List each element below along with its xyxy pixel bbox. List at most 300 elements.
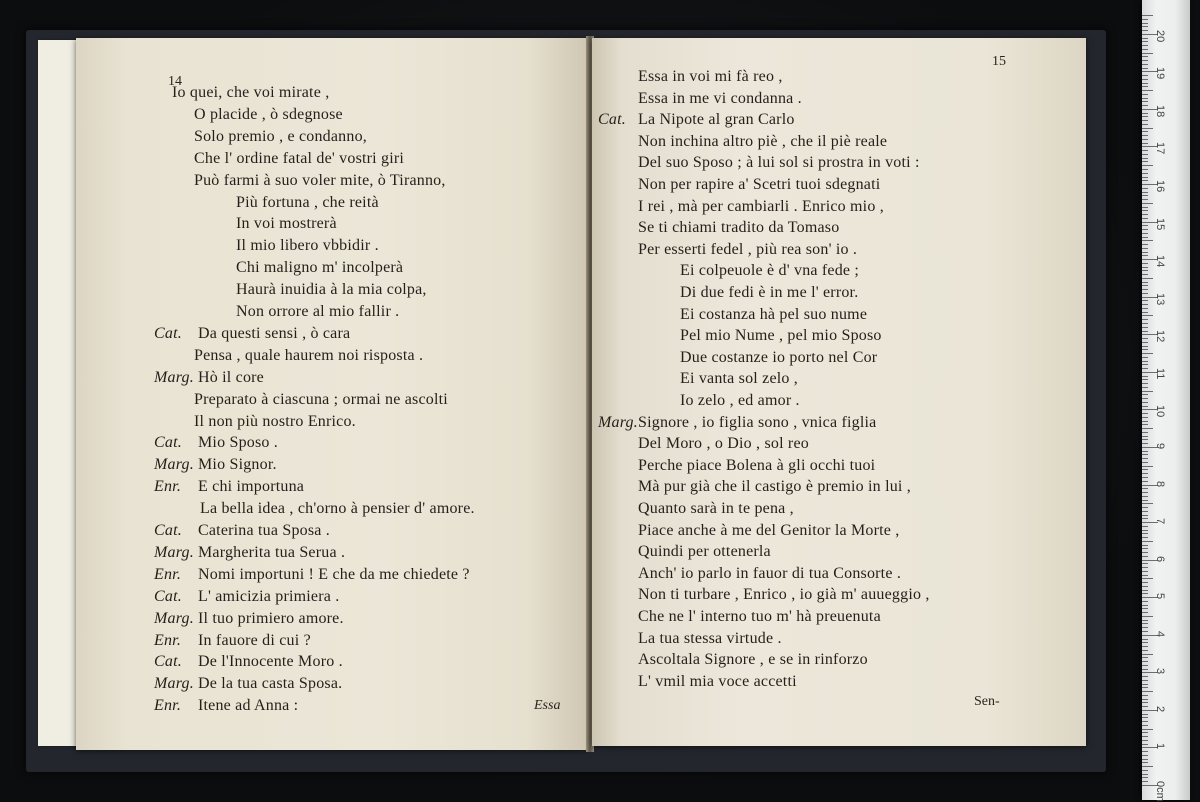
- ruler-tick: [1142, 578, 1153, 579]
- ruler-tick: [1142, 267, 1148, 268]
- ruler-tick: [1142, 706, 1148, 707]
- ruler-tick: [1142, 86, 1148, 87]
- verse-line: [680, 349, 877, 367]
- ruler-tick: [1142, 331, 1148, 332]
- ruler-tick: [1142, 511, 1148, 512]
- ruler-tick: [1142, 770, 1148, 771]
- verse-line: [236, 259, 403, 277]
- ruler-tick: [1142, 357, 1148, 358]
- verse-line: [154, 632, 311, 650]
- ruler-tick: [1142, 616, 1153, 617]
- verse-text: Di due fedi è in me l' error.: [680, 284, 859, 301]
- speaker-label: Enr.: [154, 631, 182, 649]
- ruler-tick: [1142, 376, 1148, 377]
- ruler-tick: [1142, 533, 1148, 534]
- verse-text: Io quei, che voi mirate ,: [172, 84, 330, 101]
- ruler-tick: [1142, 500, 1148, 501]
- verse-text: Quindi per ottenerla: [638, 543, 771, 561]
- ruler-tick: [1142, 473, 1148, 474]
- ruler-tick: [1142, 342, 1148, 343]
- ruler-tick: [1142, 94, 1148, 95]
- verse-text: Perche piace Bolena à gli occhi tuoi: [638, 456, 876, 474]
- ruler-tick: [1142, 717, 1148, 718]
- ruler-label: 12: [1154, 330, 1166, 343]
- ruler-tick: [1142, 714, 1148, 715]
- verse-line: [194, 347, 423, 365]
- ruler-label: 5: [1154, 593, 1166, 600]
- ruler-tick: [1142, 105, 1148, 106]
- ruler-tick: [1142, 740, 1148, 741]
- verse-line: [638, 565, 901, 583]
- ruler-tick: [1142, 368, 1148, 369]
- verse-text: Caterina tua Sposa .: [198, 522, 330, 539]
- verse-text: Non per rapire a' Scetri tuoi sdegnati: [638, 176, 881, 193]
- ruler-tick: [1142, 278, 1153, 279]
- ruler-tick: [1142, 421, 1148, 422]
- verse-line: [680, 370, 798, 388]
- speaker-label: Marg.: [154, 543, 194, 561]
- verse-line: [680, 262, 859, 280]
- verse-text: Margherita tua Serua .: [198, 543, 346, 561]
- ruler-tick: [1142, 398, 1148, 399]
- page-number-right: 15: [992, 54, 1006, 69]
- speaker-label: Cat.: [154, 587, 182, 605]
- ruler-tick: [1142, 428, 1153, 429]
- verse-text: Mio Sposo .: [198, 434, 278, 452]
- verse-line: [638, 522, 899, 540]
- speaker-label: Cat.: [598, 111, 626, 129]
- verse-text: Del suo Sposo ; à lui sol si prostra in voti :: [638, 154, 920, 172]
- verse-text: Non inchina altro piè , che il piè reale: [638, 132, 888, 150]
- verse-line: [154, 675, 342, 693]
- ruler-tick: [1142, 439, 1148, 440]
- ruler-tick: [1142, 64, 1148, 65]
- verse-line: [598, 414, 876, 432]
- ruler-tick: [1142, 124, 1148, 125]
- verse-text: Del Moro , o Dio , sol reo: [638, 435, 809, 453]
- ruler-tick: [1142, 30, 1148, 31]
- ruler-tick: [1142, 601, 1148, 602]
- speaker-label: Enr.: [154, 565, 182, 583]
- ruler-tick: [1142, 736, 1148, 737]
- ruler-label: 0cm: [1154, 781, 1166, 802]
- verse-line: [638, 586, 930, 604]
- verse-text: Signore , io figlia sono , vnica figlia: [638, 413, 877, 431]
- verse-line: [154, 544, 345, 562]
- ruler-tick: [1142, 650, 1148, 651]
- ruler-tick: [1142, 575, 1148, 576]
- ruler-label: 2: [1154, 705, 1166, 712]
- verse-text: Se ti chiami tradito da Tomaso: [638, 219, 840, 237]
- verse-text: In fauore di cui ?: [198, 631, 311, 649]
- ruler-tick: [1142, 695, 1148, 696]
- verse-line: [154, 478, 304, 496]
- ruler-tick: [1142, 458, 1148, 459]
- verse-line: [154, 697, 298, 715]
- verse-line: [236, 194, 379, 212]
- ruler-tick: [1142, 68, 1148, 69]
- ruler-tick: [1142, 210, 1148, 211]
- ruler-tick: [1142, 225, 1148, 226]
- verse-text: Piace anche à me del Genitor la Morte ,: [638, 521, 900, 539]
- ruler-tick: [1142, 432, 1148, 433]
- ruler-tick: [1142, 308, 1148, 309]
- verse-text: Essa in me vi condanna .: [638, 89, 802, 107]
- ruler-tick: [1142, 526, 1148, 527]
- verse-line: [200, 500, 475, 518]
- ruler-tick: [1142, 56, 1148, 57]
- ruler-tick: [1142, 169, 1148, 170]
- ruler-tick: [1142, 214, 1148, 215]
- verse-text: O placide , ò sdegnose: [194, 105, 343, 123]
- verse-text: Da questi sensi , ò cara: [198, 324, 351, 342]
- ruler-tick: [1142, 676, 1148, 677]
- ruler-tick: [1142, 762, 1148, 763]
- ruler-tick: [1142, 605, 1148, 606]
- ruler-tick: [1142, 451, 1148, 452]
- verse-text: Anch' io parlo in fauor di tua Consorte .: [638, 564, 902, 582]
- ruler-tick: [1142, 23, 1148, 24]
- ruler-tick: [1142, 687, 1148, 688]
- verse-line: [194, 172, 446, 190]
- ruler-label: 19: [1154, 67, 1166, 80]
- ruler-tick: [1142, 530, 1148, 531]
- ruler-tick: [1142, 751, 1148, 752]
- verse-text: Ei colpeuole è d' vna fede ;: [680, 262, 860, 280]
- ruler-tick: [1142, 593, 1148, 594]
- verse-line: [638, 154, 920, 172]
- ruler-tick: [1142, 180, 1148, 181]
- ruler-tick: [1142, 552, 1148, 553]
- verse-line: [154, 588, 339, 606]
- ruler-tick: [1142, 361, 1148, 362]
- ruler-tick: [1142, 45, 1148, 46]
- ruler-tick: [1142, 240, 1153, 241]
- ruler-tick: [1142, 766, 1153, 767]
- ruler-tick: [1142, 481, 1148, 482]
- verse-line: [638, 435, 809, 453]
- ruler-tick: [1142, 394, 1148, 395]
- verse-text: Pensa , quale haurem noi risposta .: [194, 346, 424, 364]
- verse-line: [236, 303, 399, 321]
- ruler-tick: [1142, 721, 1148, 722]
- verse-text: Preparato à ciascuna ; ormai ne ascolti: [194, 390, 448, 408]
- ruler-tick: [1142, 161, 1148, 162]
- ruler-tick: [1142, 293, 1148, 294]
- verse-text: Il non più nostro Enrico.: [194, 412, 356, 430]
- verse-text: Che ne l' interno tuo m' hà preuenuta: [638, 608, 881, 625]
- verse-text: L' vmil mia voce accetti: [638, 672, 797, 690]
- verse-text: Itene ad Anna :: [198, 697, 299, 715]
- ruler-tick: [1142, 541, 1153, 542]
- verse-text: Ei vanta sol zelo ,: [680, 370, 798, 388]
- verse-line: [172, 84, 329, 102]
- ruler-tick: [1142, 116, 1148, 117]
- verse-line: [598, 111, 795, 129]
- verse-line: [154, 369, 264, 387]
- ruler-tick: [1142, 406, 1148, 407]
- verse-line: [638, 608, 881, 626]
- ruler-tick: [1142, 101, 1148, 102]
- verse-line: [638, 241, 857, 259]
- ruler-tick: [1142, 631, 1148, 632]
- verse-line: [154, 522, 330, 540]
- verse-line: [638, 630, 782, 648]
- ruler-tick: [1142, 252, 1148, 253]
- ruler-tick: [1142, 154, 1148, 155]
- ruler-tick: [1142, 755, 1148, 756]
- verse-line: [236, 237, 379, 255]
- ruler-tick: [1142, 282, 1148, 283]
- verse-line: [194, 391, 448, 409]
- speaker-label: Cat.: [154, 653, 182, 671]
- ruler-label: 14: [1154, 255, 1166, 268]
- ruler-label: 20: [1154, 29, 1166, 43]
- ruler-tick: [1142, 586, 1148, 587]
- verse-text: Due costanze io porto nel Cor: [680, 348, 878, 366]
- ruler-tick: [1142, 203, 1153, 204]
- ruler-tick: [1142, 642, 1148, 643]
- speaker-label: Marg.: [154, 675, 194, 693]
- verse-text: Non ti turbare , Enrico , io già m' auueggio ,: [638, 586, 930, 604]
- ruler-label: 1: [1154, 743, 1166, 750]
- ruler-tick: [1142, 627, 1148, 628]
- ruler-tick: [1142, 192, 1148, 193]
- ruler-tick: [1142, 537, 1148, 538]
- ruler-tick: [1142, 669, 1148, 670]
- ruler-tick: [1142, 327, 1148, 328]
- verse-line: [680, 284, 858, 302]
- speaker-label: Marg.: [598, 413, 638, 431]
- verse-line: [638, 68, 783, 86]
- verse-line: [154, 456, 277, 474]
- verse-text: Ei costanza hà pel suo nume: [680, 305, 868, 323]
- verse-text: Nomi importuni ! E che da me chiedete ?: [198, 565, 470, 583]
- ruler-tick: [1142, 229, 1148, 230]
- ruler-tick: [1142, 139, 1148, 140]
- ruler-tick: [1142, 128, 1153, 129]
- verse-line: [154, 610, 344, 628]
- ruler-tick: [1142, 199, 1148, 200]
- verse-text: Haurà inuidia à la mia colpa,: [236, 281, 427, 299]
- left-page: [76, 38, 588, 750]
- ruler-tick: [1142, 195, 1148, 196]
- measuring-ruler: [1142, 0, 1190, 800]
- ruler-tick: [1142, 646, 1148, 647]
- ruler-tick: [1142, 90, 1153, 91]
- ruler-tick: [1142, 571, 1148, 572]
- verse-text: E chi importuna: [198, 478, 305, 496]
- verse-text: Essa in voi mi fà reo ,: [638, 68, 783, 85]
- ruler-tick: [1142, 702, 1148, 703]
- verse-line: [680, 306, 867, 324]
- verse-text: Può farmi à suo voler mite, ò Tiranno,: [194, 171, 446, 189]
- ruler-tick: [1142, 582, 1148, 583]
- ruler-tick: [1142, 563, 1148, 564]
- ruler-tick: [1142, 567, 1148, 568]
- ruler-tick: [1142, 639, 1148, 640]
- ruler-label: 15: [1154, 217, 1166, 230]
- ruler-tick: [1142, 699, 1148, 700]
- ruler-tick: [1142, 38, 1148, 39]
- ruler-tick: [1142, 135, 1148, 136]
- ruler-tick: [1142, 285, 1148, 286]
- verse-text: La bella idea , ch'orno à pensier d' amore.: [200, 500, 475, 518]
- ruler-tick: [1142, 177, 1148, 178]
- verse-text: Che l' ordine fatal de' vostri giri: [194, 149, 405, 167]
- ruler-tick: [1142, 729, 1153, 730]
- ruler-tick: [1142, 744, 1148, 745]
- ruler-tick: [1142, 387, 1148, 388]
- ruler-tick: [1142, 244, 1148, 245]
- verse-line: [194, 106, 343, 124]
- speaker-label: Marg.: [154, 609, 194, 627]
- ruler-tick: [1142, 391, 1153, 392]
- ruler-tick: [1142, 466, 1153, 467]
- ruler-tick: [1142, 15, 1153, 16]
- speaker-label: Cat.: [154, 324, 182, 342]
- ruler-tick: [1142, 19, 1148, 20]
- catchword-left: Essa: [534, 698, 561, 713]
- verse-line: [638, 457, 875, 475]
- verse-text: Chi maligno m' incolperà: [236, 259, 404, 277]
- ruler-tick: [1142, 379, 1148, 380]
- speaker-label: Enr.: [154, 697, 182, 715]
- catchword-right: Sen-: [974, 694, 1000, 709]
- ruler-tick: [1142, 53, 1153, 54]
- ruler-tick: [1142, 207, 1148, 208]
- ruler-tick: [1142, 98, 1148, 99]
- ruler-tick: [1142, 496, 1148, 497]
- ruler-tick: [1142, 503, 1153, 504]
- ruler-tick: [1142, 608, 1148, 609]
- ruler-tick: [1142, 248, 1148, 249]
- verse-text: Quanto sarà in te pena ,: [638, 500, 794, 517]
- verse-text: Ascoltala Signore , e se in rinforzo: [638, 651, 868, 669]
- ruler-tick: [1142, 548, 1148, 549]
- ruler-tick: [1142, 545, 1148, 546]
- page-number-left: 14: [168, 74, 182, 89]
- ruler-tick: [1142, 383, 1148, 384]
- verse-text: Mio Signor.: [198, 456, 277, 474]
- speaker-label: Cat.: [154, 434, 182, 452]
- speaker-label: Enr.: [154, 478, 182, 496]
- ruler-tick: [1142, 49, 1148, 50]
- ruler-tick: [1142, 488, 1148, 489]
- ruler-tick: [1142, 417, 1148, 418]
- ruler-tick: [1142, 143, 1148, 144]
- ruler-tick: [1142, 515, 1148, 516]
- ruler-label: 18: [1154, 104, 1166, 118]
- ruler-tick: [1142, 274, 1148, 275]
- verse-line: [236, 281, 427, 299]
- ruler-tick: [1142, 173, 1148, 174]
- verse-line: [194, 128, 367, 146]
- verse-line: [638, 543, 771, 561]
- verse-line: [154, 325, 350, 343]
- verse-text: Per esserti fedel , più rea son' io .: [638, 240, 858, 258]
- ruler-tick: [1142, 60, 1148, 61]
- ruler-label: 9: [1154, 442, 1166, 450]
- ruler-tick: [1142, 661, 1148, 662]
- verse-line: [638, 651, 868, 669]
- verse-line: [638, 198, 884, 216]
- ruler-tick: [1142, 165, 1153, 166]
- ruler-tick: [1142, 665, 1148, 666]
- ruler-tick: [1142, 623, 1148, 624]
- verse-line: [194, 413, 356, 431]
- ruler-tick: [1142, 413, 1148, 414]
- ruler-tick: [1142, 158, 1148, 159]
- ruler-label: 7: [1154, 518, 1166, 525]
- ruler-tick: [1142, 492, 1148, 493]
- ruler-tick: [1142, 732, 1148, 733]
- ruler-tick: [1142, 120, 1148, 121]
- verse-line: [680, 392, 800, 410]
- ruler-tick: [1142, 759, 1148, 760]
- verse-line: [638, 133, 887, 151]
- verse-text: De l'Innocente Moro .: [198, 653, 343, 671]
- verse-line: [236, 215, 337, 233]
- ruler-tick: [1142, 454, 1148, 455]
- ruler-tick: [1142, 349, 1148, 350]
- ruler-tick: [1142, 75, 1148, 76]
- ruler-tick: [1142, 270, 1148, 271]
- speaker-label: Cat.: [154, 522, 182, 539]
- verse-text: La tua stessa virtude .: [638, 629, 782, 647]
- ruler-label: 4: [1154, 630, 1166, 637]
- ruler-tick: [1142, 424, 1148, 425]
- ruler-tick: [1142, 41, 1148, 42]
- verse-line: [638, 500, 794, 518]
- verse-text: In voi mostrerà: [236, 215, 337, 233]
- ruler-tick: [1142, 777, 1148, 778]
- ruler-label: 8: [1154, 480, 1166, 487]
- ruler-tick: [1142, 83, 1148, 84]
- verse-line: [638, 673, 797, 691]
- ruler-tick: [1142, 469, 1148, 470]
- ruler-tick: [1142, 300, 1148, 301]
- verse-line: [680, 327, 882, 345]
- ruler-tick: [1142, 315, 1153, 316]
- verse-text: Il mio libero vbbidir .: [236, 237, 379, 255]
- verse-line: [638, 176, 880, 194]
- ruler-tick: [1142, 518, 1148, 519]
- ruler-tick: [1142, 289, 1148, 290]
- speaker-label: Marg.: [154, 456, 194, 474]
- ruler-tick: [1142, 620, 1148, 621]
- ruler-label: 11: [1154, 367, 1166, 380]
- ruler-tick: [1142, 556, 1148, 557]
- verse-text: Mà pur già che il castigo è premio in lui ,: [638, 478, 911, 496]
- ruler-tick: [1142, 353, 1153, 354]
- ruler-tick: [1142, 312, 1148, 313]
- ruler-tick: [1142, 684, 1148, 685]
- ruler-tick: [1142, 691, 1153, 692]
- verse-text: L' amicizia primiera .: [198, 587, 340, 605]
- ruler-tick: [1142, 436, 1148, 437]
- ruler-tick: [1142, 113, 1148, 114]
- ruler-label: 17: [1154, 142, 1166, 155]
- ruler-tick: [1142, 218, 1148, 219]
- verse-line: [194, 150, 404, 168]
- ruler-tick: [1142, 233, 1148, 234]
- ruler-tick: [1142, 507, 1148, 508]
- ruler-tick: [1142, 657, 1148, 658]
- ruler-tick: [1142, 654, 1153, 655]
- verse-text: I rei , mà per cambiarli . Enrico mio ,: [638, 197, 884, 215]
- ruler-tick: [1142, 443, 1148, 444]
